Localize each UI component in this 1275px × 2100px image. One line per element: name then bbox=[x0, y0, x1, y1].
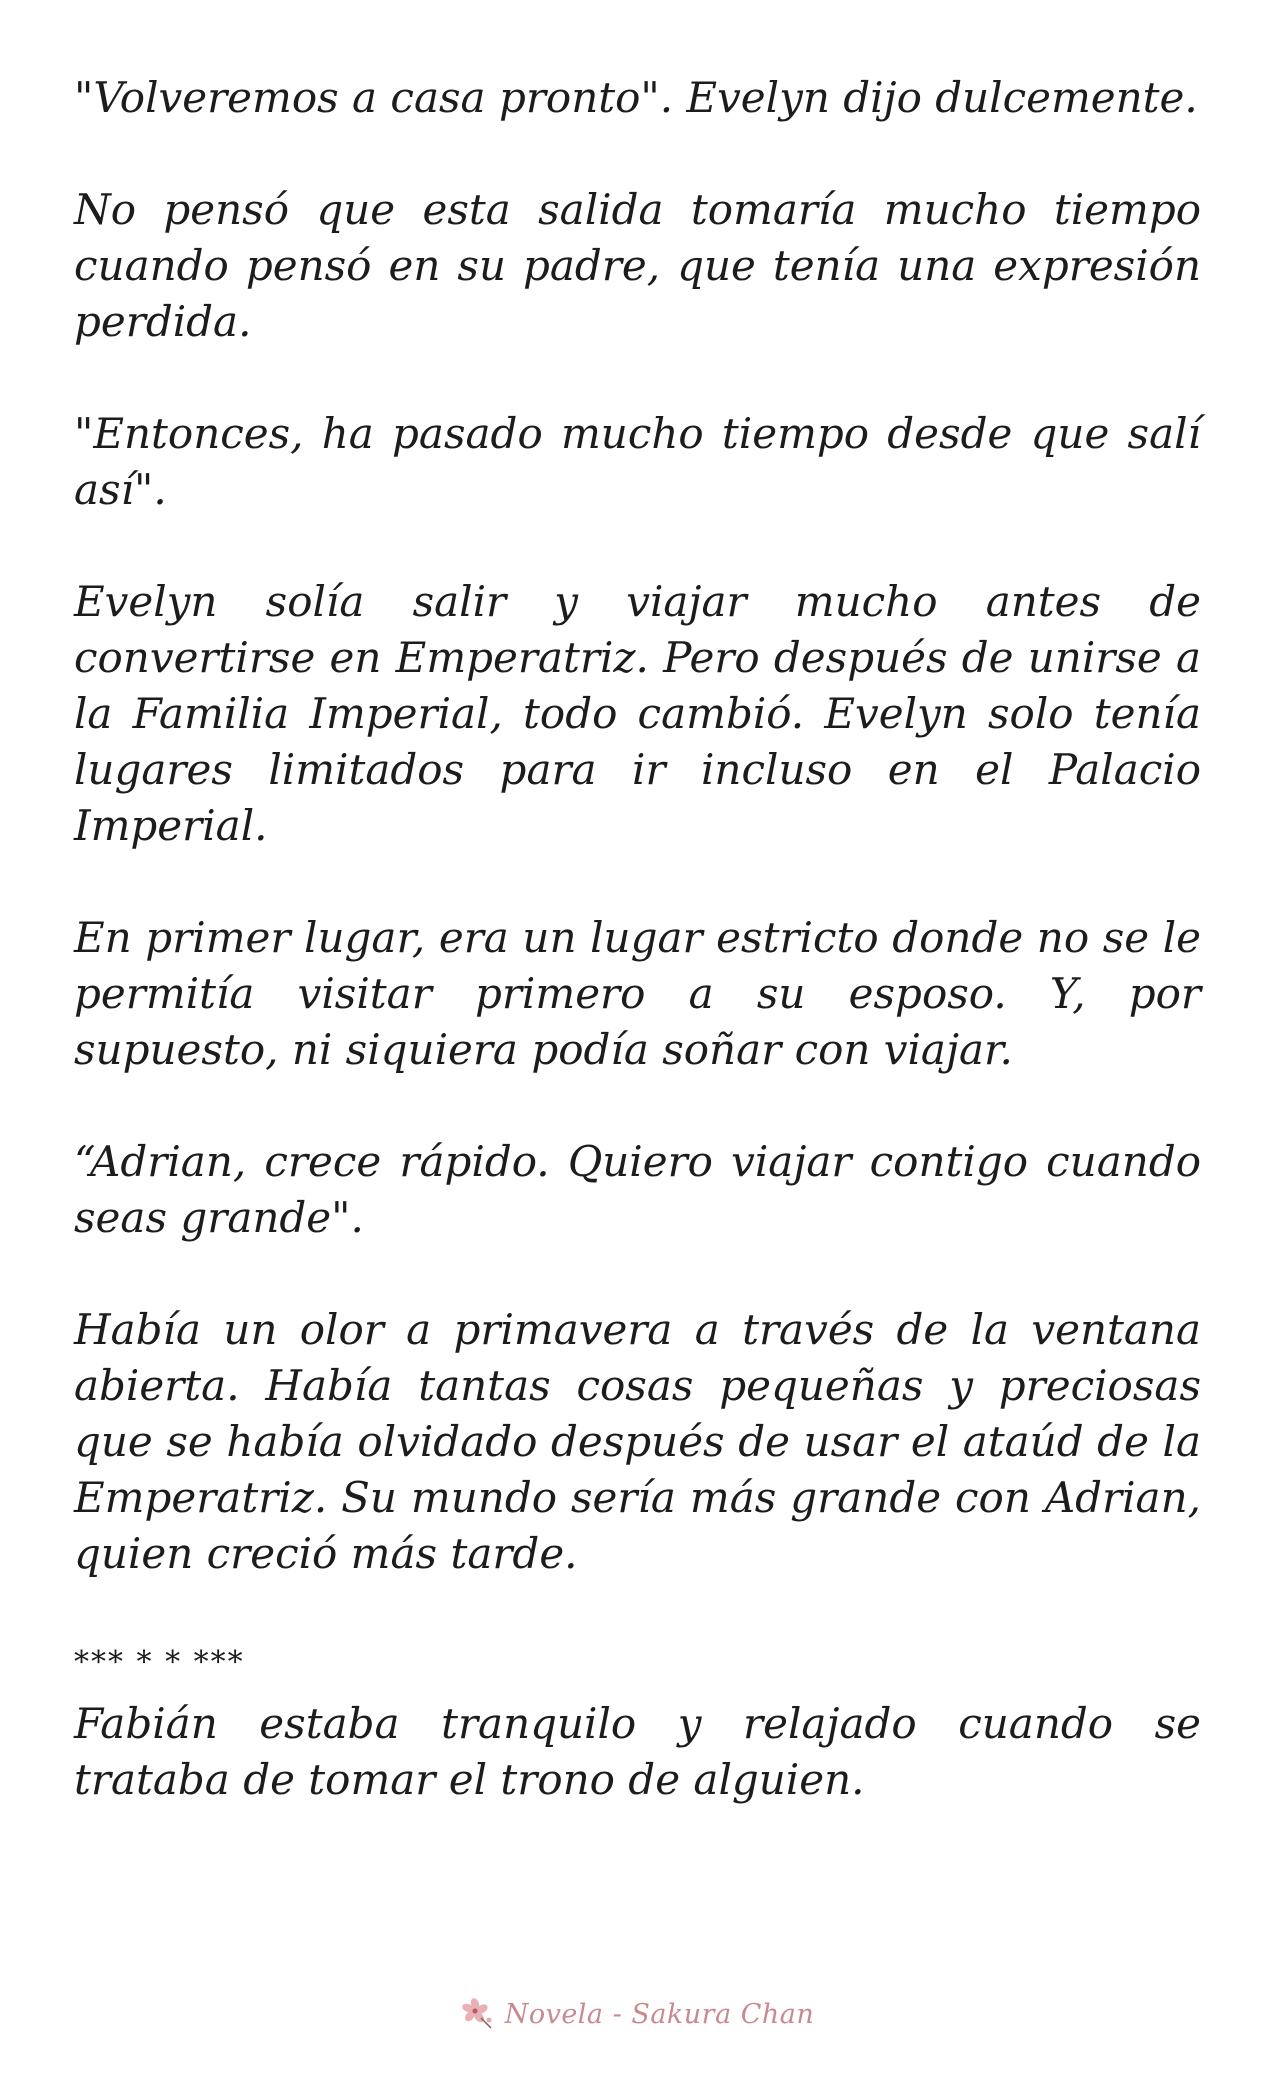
paragraph-5: En primer lugar, era un lugar estricto donde no se le permitía visitar primero a su esposo. Y, por supuesto, ni siquiera podía soñar con viajar. bbox=[74, 913, 1201, 1074]
sakura-flower-icon bbox=[461, 1996, 497, 2032]
paragraph-7: Había un olor a primavera a través de la ventana abierta. Había tantas cosas pequeñas y preciosas que se había olvidado después de usar el ataúd de la Emperatriz. Su mundo sería más grande con Adrian, quien creció más tarde. bbox=[74, 1305, 1201, 1578]
watermark-text: Novela - Sakura Chan bbox=[504, 1998, 815, 2030]
paragraph-2: No pensó que esta salida tomaría mucho tiempo cuando pensó en su padre, que tenía una expresión perdida. bbox=[74, 185, 1201, 346]
paragraph-3: "Entonces, ha pasado mucho tiempo desde que salí así". bbox=[74, 409, 1201, 514]
scene-separator: *** * * *** bbox=[74, 1645, 245, 1680]
paragraph-6: “Adrian, crece rápido. Quiero viajar contigo cuando seas grande". bbox=[74, 1137, 1201, 1242]
paragraph-1: "Volveremos a casa pronto". Evelyn dijo dulcemente. bbox=[74, 73, 1198, 122]
paragraph-4: Evelyn solía salir y viajar mucho antes de convertirse en Emperatriz. Pero después de unirse a la Familia Imperial, todo cambió. Evelyn solo tenía lugares limitados para ir incluso en el Palacio Imperial. bbox=[74, 577, 1201, 850]
paragraph-8: Fabián estaba tranquilo y relajado cuando se trataba de tomar el trono de alguien. bbox=[74, 1699, 1201, 1804]
watermark bbox=[0, 1994, 1275, 2034]
story-text bbox=[74, 70, 1201, 1808]
